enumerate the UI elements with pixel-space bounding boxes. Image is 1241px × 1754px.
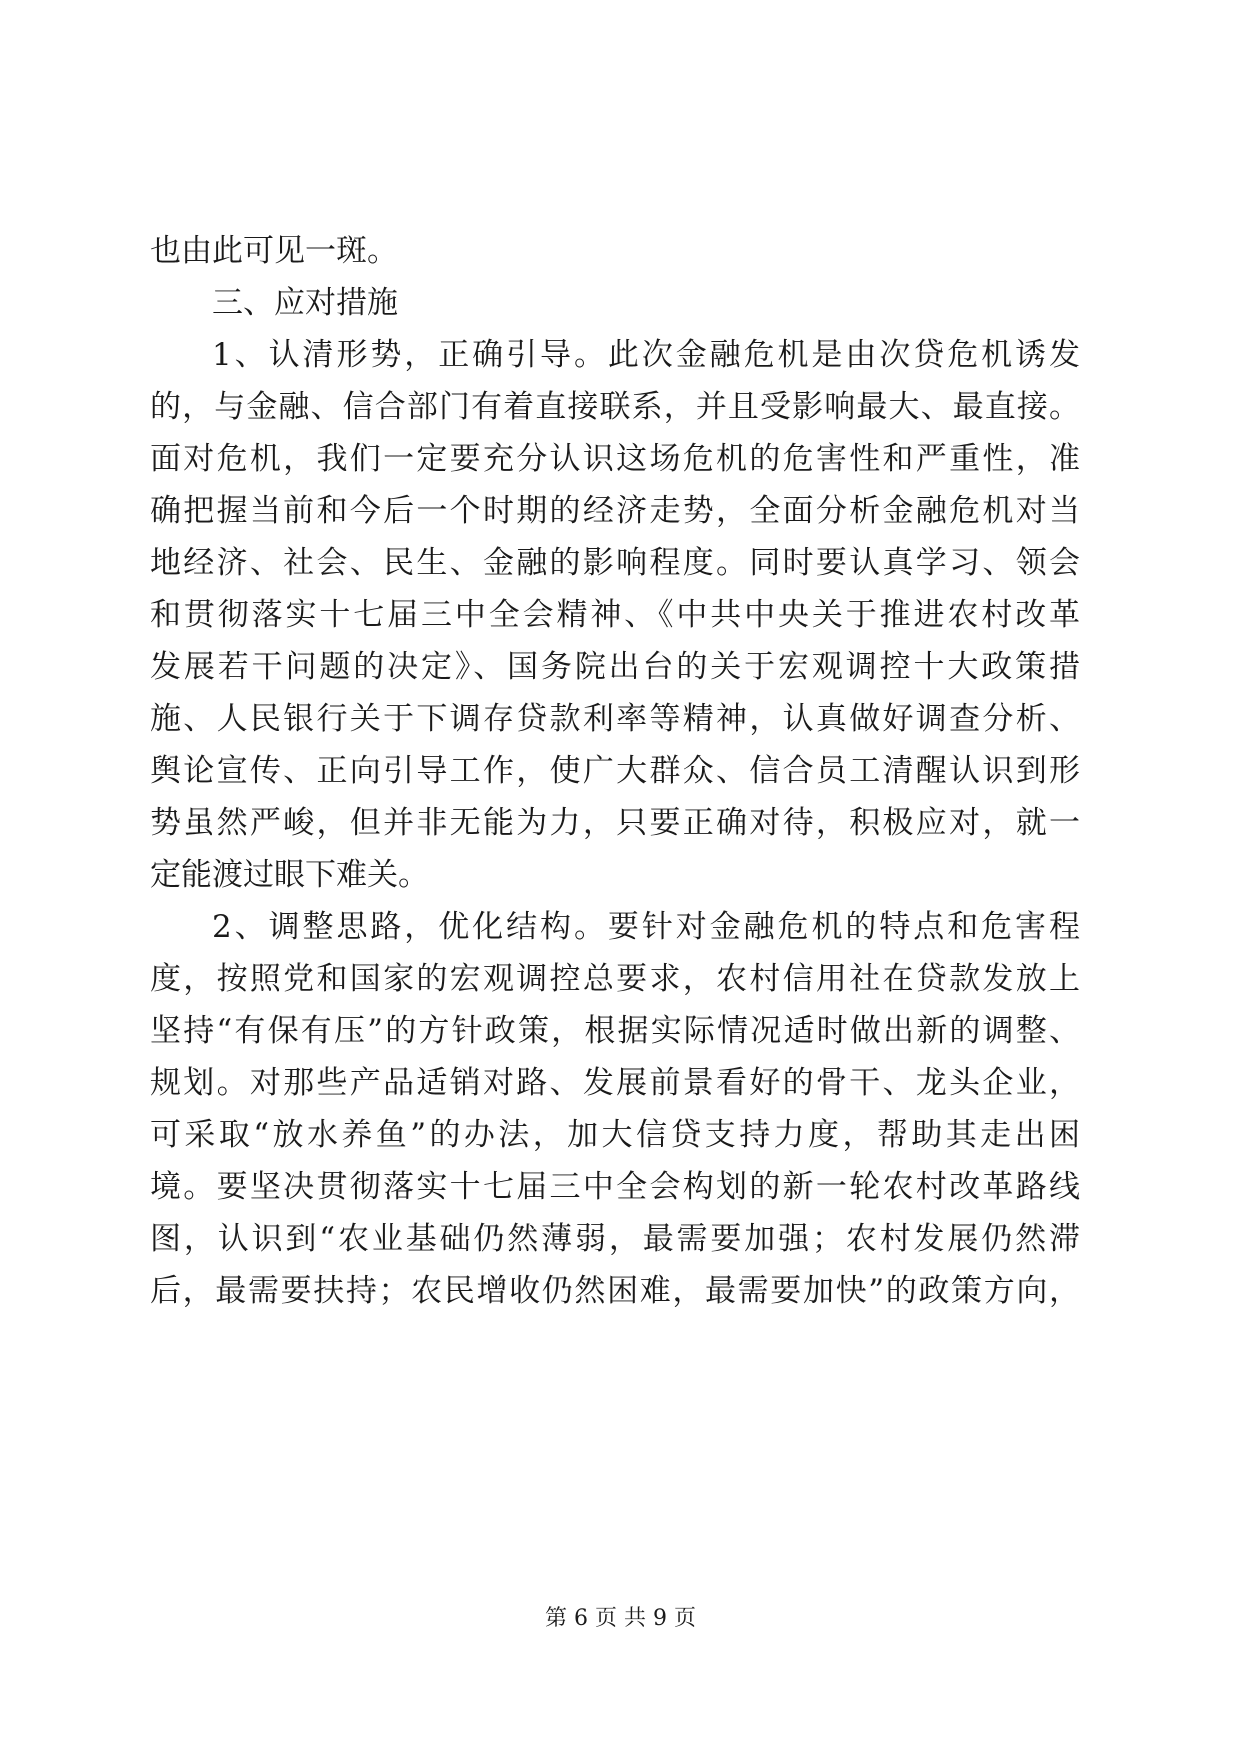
text-line: 1、认清形势，正确引导。此次金融危机是由次贷危机诱发 — [212, 337, 1080, 373]
text-line: 发展若干问题的决定》、国务院出台的关于宏观调控十大政策措 — [150, 649, 1080, 685]
page-number-footer: 第 6 页 共 9 页 — [545, 1606, 696, 1631]
text-line: 势虽然严峻，但并非无能为力，只要正确对待，积极应对，就一 — [150, 805, 1080, 841]
text-line: 图，认识到“农业基础仍然薄弱，最需要加强；农村发展仍然滞 — [150, 1221, 1080, 1257]
text-line: 规划。对那些产品适销对路、发展前景看好的骨干、龙头企业， — [150, 1065, 1080, 1101]
text-line: 也由此可见一斑。 — [150, 233, 398, 269]
text-line: 确把握当前和今后一个时期的经济走势，全面分析金融危机对当 — [150, 493, 1080, 529]
text-line: 2、调整思路，优化结构。要针对金融危机的特点和危害程 — [212, 909, 1080, 945]
text-line: 舆论宣传、正向引导工作，使广大群众、信合员工清醒认识到形 — [150, 753, 1080, 789]
text-line: 可采取“放水养鱼”的办法，加大信贷支持力度，帮助其走出困 — [150, 1117, 1080, 1153]
text-line: 施、人民银行关于下调存贷款利率等精神，认真做好调查分析、 — [150, 701, 1080, 737]
text-line: 坚持“有保有压”的方针政策，根据实际情况适时做出新的调整、 — [150, 1013, 1080, 1049]
document-body — [150, 225, 1080, 1317]
text-line: 的，与金融、信合部门有着直接联系，并且受影响最大、最直接。 — [150, 389, 1080, 425]
section-heading: 三、应对措施 — [212, 285, 398, 321]
text-line: 度，按照党和国家的宏观调控总要求，农村信用社在贷款发放上 — [150, 961, 1080, 997]
text-line: 境。要坚决贯彻落实十七届三中全会构划的新一轮农村改革路线 — [150, 1169, 1080, 1205]
text-line: 面对危机，我们一定要充分认识这场危机的危害性和严重性，准 — [150, 441, 1080, 477]
text-line: 后，最需要扶持；农民增收仍然困难，最需要加快”的政策方向， — [150, 1273, 1080, 1309]
text-line: 和贯彻落实十七届三中全会精神、《中共中央关于推进农村改革 — [150, 597, 1080, 633]
text-line: 定能渡过眼下难关。 — [150, 857, 429, 893]
text-line: 地经济、社会、民生、金融的影响程度。同时要认真学习、领会 — [150, 545, 1080, 581]
